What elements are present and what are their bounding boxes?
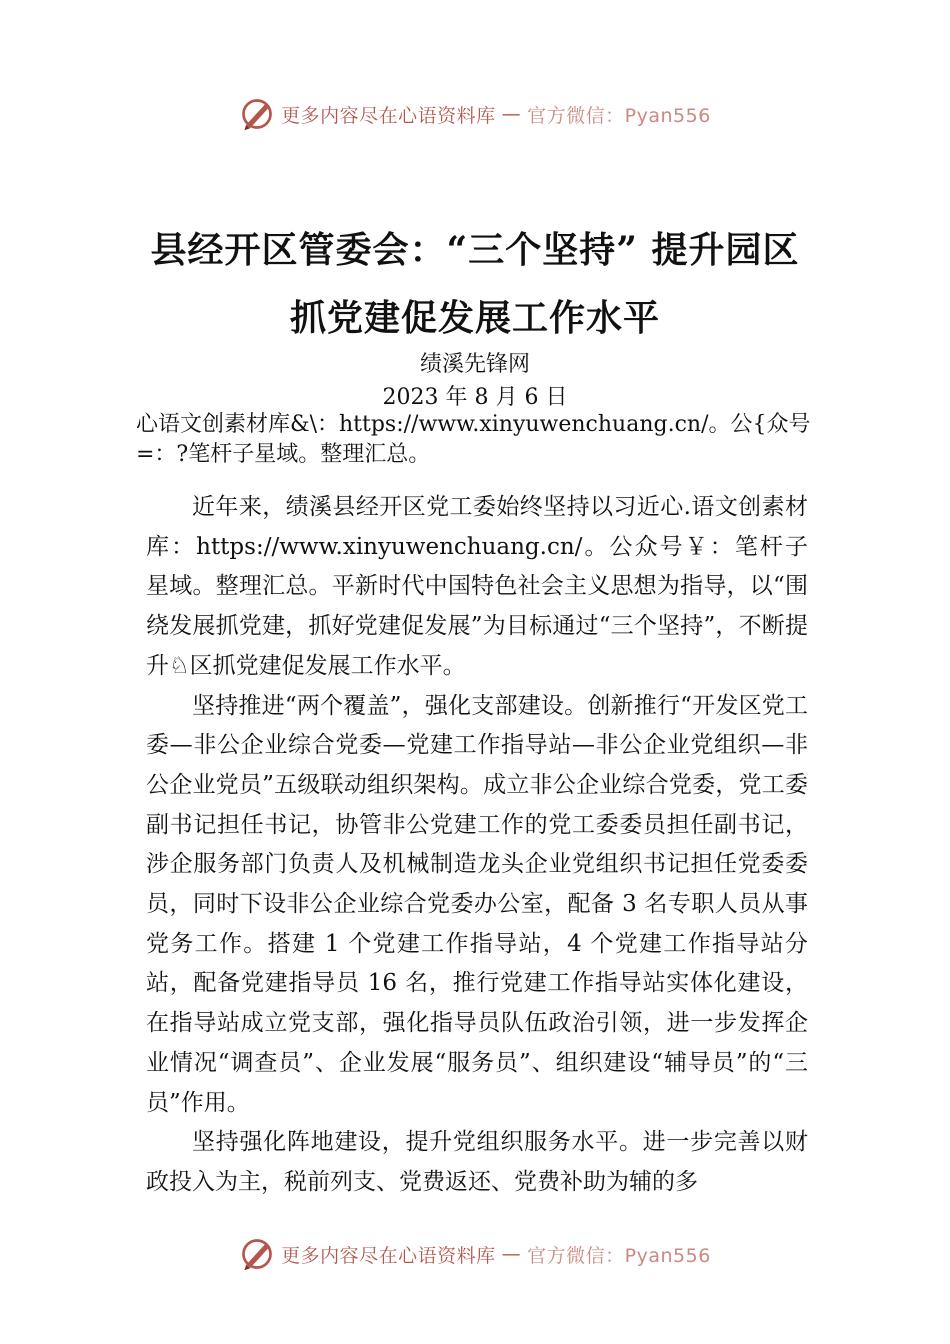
footer-watermark: [0, 1236, 950, 1272]
article-title-line-2: 抓党建促发展工作水平: [289, 297, 660, 339]
paragraph: 坚持推进“两个覆盖”，强化支部建设。创新推行“开发区党工委—非公企业综合党委—党建工作指导站—非公企业党组织—非公企业党员”五级联动组织架构。成立非公企业综合党委，党工委副书记担任书记，协管非公党建工作的党工委委员担任副书记，涉企服务部门负责人及机械制造龙头企业党组织书记担任党委委员，同时下设非公企业综合党委办公室，配备 3 名专职人员从事党务工作。搭建 1 个党建工作指导站，4 个党建工作指导站分站，配备党建指导员 16 名，推行党建工作指导站实体化建设，在指导站成立党支部，强化指导员队伍政治引领，进一步发挥企业情况“调查员”、企业发展“服务员”、组织建设“辅导员”的“三员”作用。: [146, 692, 808, 1116]
watermark-wechat: 官方微信：Pyan556: [527, 104, 711, 127]
article-body: [146, 488, 808, 1203]
watermark-separator: —: [501, 1243, 522, 1265]
watermark-wechat: 官方微信：Pyan556: [527, 1244, 711, 1267]
paragraph: 近年来，绩溪县经开区党工委始终坚持以习近心.语文创素材库：https://www.xinyuwenchuang.cn/。公众号￥：笔杆子星域。整理汇总。平新时代中国特色社会主义思想为指导，以“围绕发展抓党建，抓好党建促发展”为目标通过“三个坚持”，不断提升♘区抓党建促发展工作水平。: [146, 494, 808, 679]
paragraph: 坚持强化阵地建设，提升党组织服务水平。进一步完善以财政投入为主，税前列支、党费返还、党费补助为辅的多: [146, 1129, 808, 1195]
watermark-text: 更多内容尽在心语资料库: [281, 104, 496, 127]
article-date: 2023 年 8 月 6 日: [382, 385, 568, 410]
source-note: 心语文创素材库&\：https://www.xinyuwenchuang.cn/。公{众号=：?笔杆子星域。整理汇总。: [136, 412, 811, 467]
watermark-separator: —: [501, 103, 522, 125]
pen-logo-icon: [239, 1236, 275, 1272]
header-watermark: [0, 96, 950, 132]
watermark-text: 更多内容尽在心语资料库: [281, 1244, 496, 1267]
article-source: 绩溪先锋网: [419, 352, 530, 377]
article-title-line-1: 县经开区管委会：“三个坚持” 提升园区: [150, 229, 800, 271]
pen-logo-icon: [239, 96, 275, 132]
